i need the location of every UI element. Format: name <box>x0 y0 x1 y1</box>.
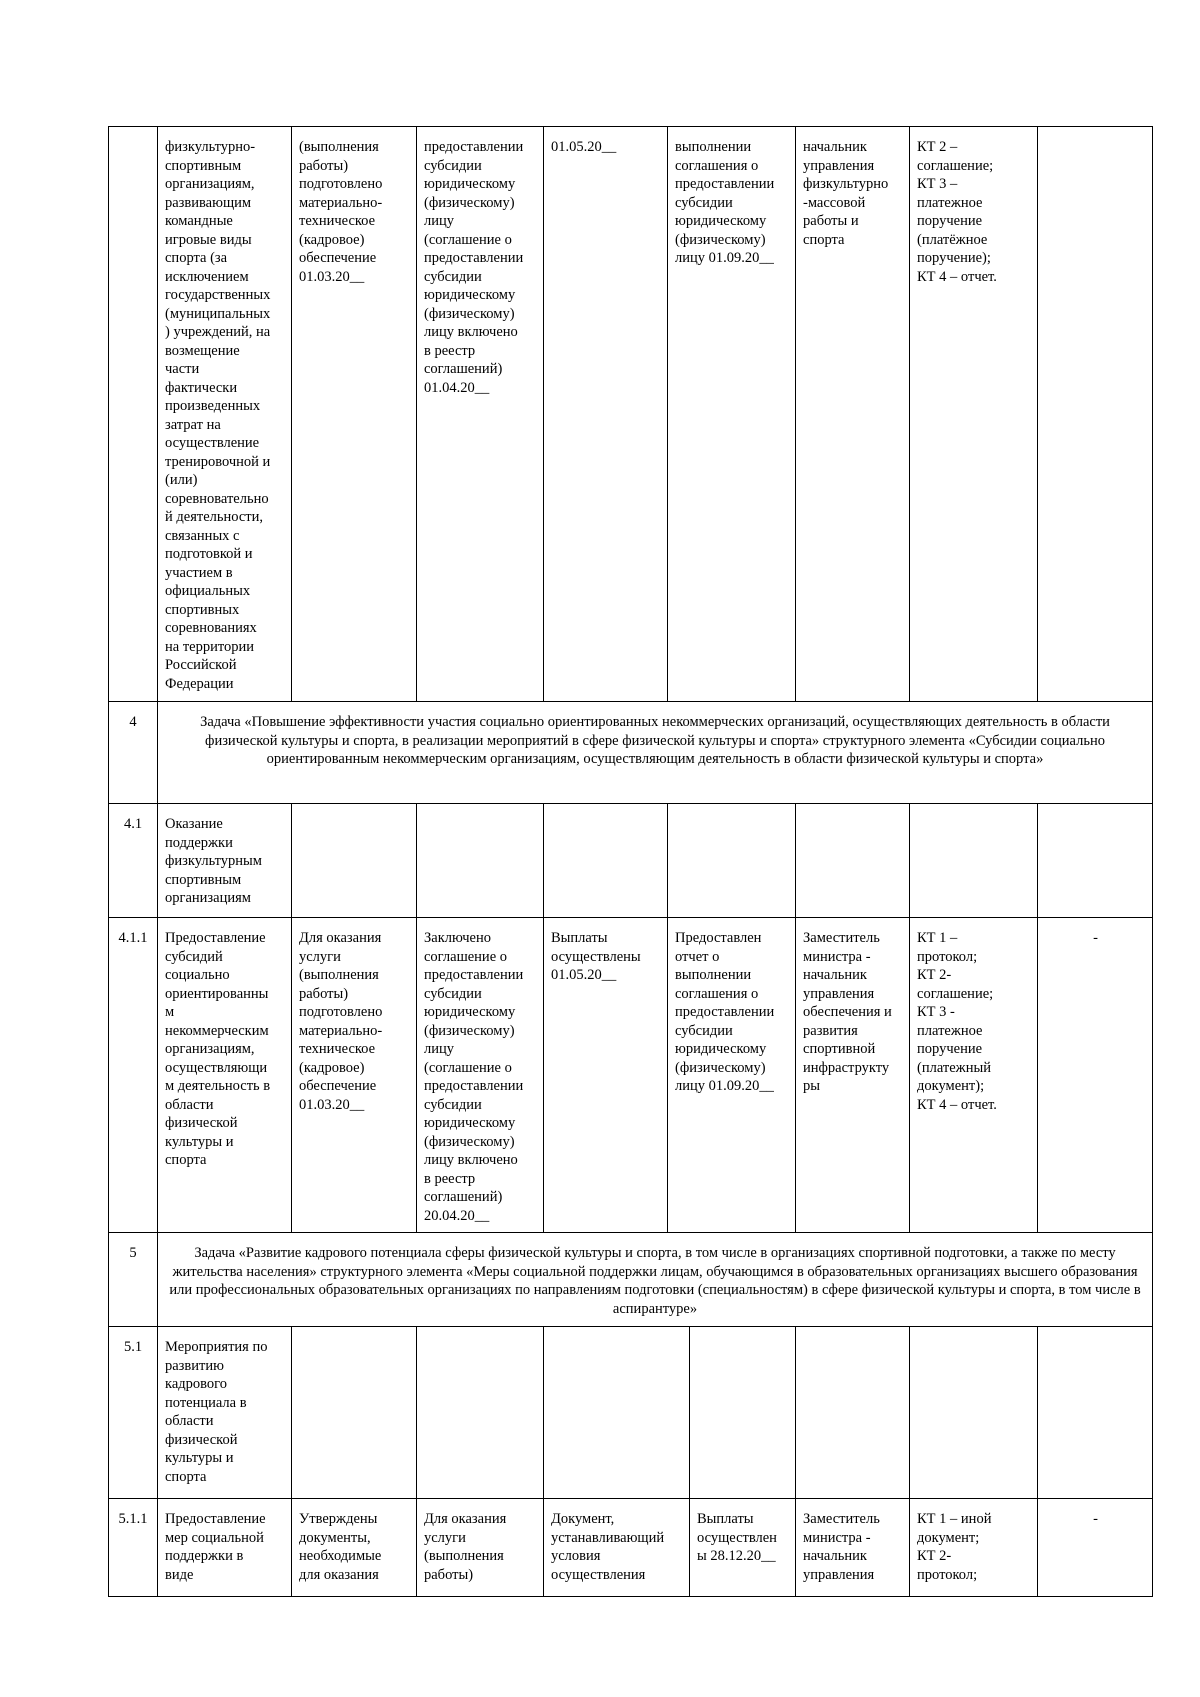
cell-event-name: Мероприятия по развитию кадрового потенциала в области физической культуры и спорта <box>158 1327 292 1499</box>
cell-control-point-4 <box>690 1327 796 1499</box>
task-description: Задача «Повышение эффективности участия социально ориентированных некоммерческих организаций, осуществляющих деятельность в области физической культуры и спорта, в реализации мероприятий в сфере физической культуры и спорта» структурного элемента «Субсидии социально ориентированным некоммерческим организациям, осуществляющим деятельность в области физической культуры и спорта» <box>158 702 1153 804</box>
table-row <box>109 1327 1153 1499</box>
cell-control-point-3 <box>544 804 668 918</box>
cell-document-type: КТ 1 – протокол; КТ 2- соглашение; КТ 3 - платежное поручение (платежный документ); КТ 4 – отчет. <box>910 918 1038 1233</box>
cell-document-type: КТ 1 – иной документ; КТ 2- протокол; <box>910 1499 1038 1597</box>
cell-control-point-4: выполнении соглашения о предоставлении субсидии юридическому (физическому) лицу 01.09.20__ <box>668 127 796 702</box>
cell-control-point-2 <box>417 1327 544 1499</box>
cell-info-system <box>1038 127 1153 702</box>
task-description: Задача «Развитие кадрового потенциала сферы физической культуры и спорта, в том числе в организациях спортивной подготовки, а также по месту жительства населения» структурного элемента «Меры социальной поддержки лицам, обучающимся в образовательных организациях высшего образования или профессиональных образовательных организациях по направлениям подготовки (специальностям) в сфере физической культуры и спорта, в том числе в аспирантуре» <box>158 1233 1153 1327</box>
cell-control-point-1: (выполнения работы) подготовлено материально- техническое (кадровое) обеспечение 01.03.20__ <box>292 127 417 702</box>
cell-control-point-2 <box>417 804 544 918</box>
cell-control-point-2: предоставлении субсидии юридическому (физическому) лицу (соглашение о предоставлении субсидии юридическому (физическому) лицу включено в реестр соглашений) 01.04.20__ <box>417 127 544 702</box>
plan-table <box>108 126 1153 1597</box>
cell-document-type <box>910 804 1038 918</box>
cell-event-name: Оказание поддержки физкультурным спортивным организациям <box>158 804 292 918</box>
table-row-task <box>109 1233 1153 1327</box>
cell-number: 5.1 <box>109 1327 158 1499</box>
cell-control-point-1 <box>292 804 417 918</box>
cell-event-name: Предоставление субсидий социально ориентированны м некоммерческим организациям, осуществляющи м деятельность в области физической культуры и спорта <box>158 918 292 1233</box>
cell-responsible: Заместитель министра - начальник управления <box>796 1499 910 1597</box>
table-row-task <box>109 702 1153 804</box>
cell-responsible <box>796 1327 910 1499</box>
cell-control-point-2: Для оказания услуги (выполнения работы) <box>417 1499 544 1597</box>
cell-control-point-1: Для оказания услуги (выполнения работы) подготовлено материально- техническое (кадровое) обеспечение 01.03.20__ <box>292 918 417 1233</box>
cell-control-point-4 <box>668 804 796 918</box>
cell-control-point-4: Предоставлен отчет о выполнении соглашения о предоставлении субсидии юридическому (физическому) лицу 01.09.20__ <box>668 918 796 1233</box>
table-row <box>109 1499 1153 1597</box>
cell-info-system <box>1038 1327 1153 1499</box>
cell-control-point-1: Утверждены документы, необходимые для оказания <box>292 1499 417 1597</box>
task-number: 4 <box>109 702 158 804</box>
task-number: 5 <box>109 1233 158 1327</box>
cell-responsible <box>796 804 910 918</box>
cell-document-type <box>910 1327 1038 1499</box>
cell-control-point-3: Документ, устанавливающий условия осуществления <box>544 1499 690 1597</box>
cell-control-point-1 <box>292 1327 417 1499</box>
cell-number: 4.1 <box>109 804 158 918</box>
cell-control-point-3: 01.05.20__ <box>544 127 668 702</box>
cell-document-type: КТ 2 – соглашение; КТ 3 – платежное поручение (платёжное поручение); КТ 4 – отчет. <box>910 127 1038 702</box>
cell-responsible: Заместитель министра - начальник управления обеспечения и развития спортивной инфраструкту ры <box>796 918 910 1233</box>
cell-info-system: - <box>1038 918 1153 1233</box>
cell-number <box>109 127 158 702</box>
cell-control-point-4: Выплаты осуществлен ы 28.12.20__ <box>690 1499 796 1597</box>
cell-info-system: - <box>1038 1499 1153 1597</box>
cell-number: 5.1.1 <box>109 1499 158 1597</box>
table-row <box>109 918 1153 1233</box>
cell-number: 4.1.1 <box>109 918 158 1233</box>
cell-responsible: начальник управления физкультурно -массовой работы и спорта <box>796 127 910 702</box>
table-row <box>109 804 1153 918</box>
cell-event-name: физкультурно- спортивным организациям, развивающим командные игровые виды спорта (за исключением государственных (муниципальных ) учреждений, на возмещение части фактически произведенных затрат на осуществление тренировочной и (или) соревновательно й деятельности, связанных с подготовкой и участием в официальных спортивных соревнованиях на территории Российской Федерации <box>158 127 292 702</box>
cell-control-point-3 <box>544 1327 690 1499</box>
cell-info-system <box>1038 804 1153 918</box>
cell-control-point-2: Заключено соглашение о предоставлении субсидии юридическому (физическому) лицу (соглашение о предоставлении субсидии юридическому (физическому) лицу включено в реестр соглашений) 20.04.20__ <box>417 918 544 1233</box>
cell-event-name: Предоставление мер социальной поддержки в виде <box>158 1499 292 1597</box>
cell-control-point-3: Выплаты осуществлены 01.05.20__ <box>544 918 668 1233</box>
table-row <box>109 127 1153 702</box>
